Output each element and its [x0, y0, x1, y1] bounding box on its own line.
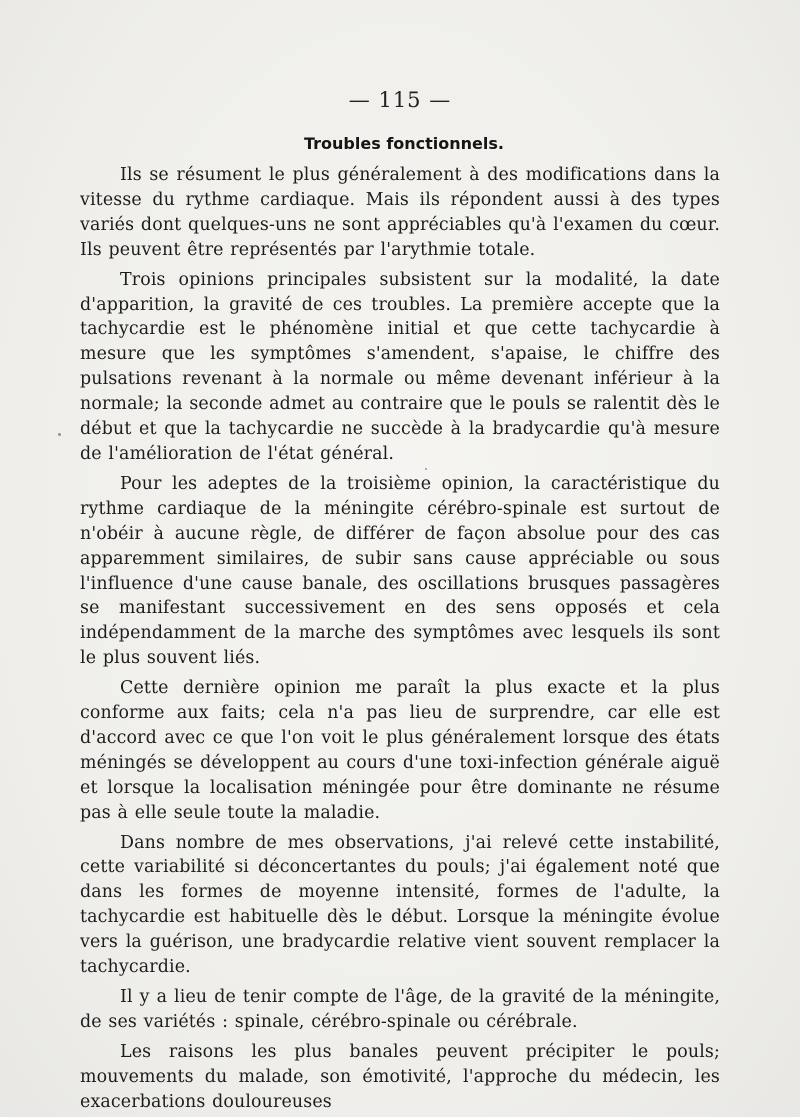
paragraph-2: Trois opinions principales subsistent sur la modalité, la date d'apparition, la gravité de ces troubles. La première accepte que la tachycardie est le phénomène initial et que cette tachycardie à mesure que les symptômes s'amendent, s'apaise, le chiffre des pulsations revenant à la normale ou même devenant inférieur à la normale; la seconde admet au contraire que le pouls se ralentit dès le début et que la tachycardie ne succède à la bradycardie qu'à mesure de l'amélioration de l'état général. — [80, 269, 720, 464]
print-speck — [58, 433, 61, 436]
paragraph-6: Il y a lieu de tenir compte de l'âge, de la gravité de la méningite, de ses variétés : spinale, cérébro-spinale ou cérébrale. — [80, 987, 720, 1032]
page-number: — 115 — — [348, 88, 452, 112]
paragraph-3: Pour les adeptes de la troisième opinion, la caractéristique du rythme cardiaque de la méningite cérébro-spinale est surtout de n'obéir à aucune règle, de différer de façon absolue pour des cas apparemment similaires, de subir sans cause appréciable ou sous l'influence d'une cause banale, des oscillations brusques passagères se manifestant successivement en des sens opposés et cela indépendamment de la marche des symptômes avec lesquels ils sont le plus souvent liés. — [80, 473, 720, 669]
paragraph-4: Cette dernière opinion me paraît la plus exacte et la plus conforme aux faits; cela n'a pas lieu de surprendre, car elle est d'accord avec ce que l'on voit le plus généralement lorsque des états méningés se développent au cours d'une toxi-infection générale aiguë et lorsque la localisation méningée pour être dominante ne résume pas à elle seule toute la maladie. — [80, 678, 720, 823]
body-text — [80, 163, 720, 1115]
print-speck — [425, 468, 427, 470]
section-title: Troubles fonctionnels. — [304, 134, 504, 153]
paragraph-7: Les raisons les plus banales peuvent précipiter le pouls; mouvements du malade, son émotivité, l'approche du médecin, les exacerbations douloureuses — [80, 1041, 720, 1112]
paragraph-1: Ils se résument le plus généralement à des modifications dans la vitesse du rythme cardiaque. Mais ils répondent aussi à des types variés dont quelques-uns ne sont appréciables qu'à l'examen du cœur. Ils peuvent être représentés par l'arythmie totale. — [80, 165, 720, 260]
paragraph-5: Dans nombre de mes observations, j'ai relevé cette instabilité, cette variabilité si déconcertantes du pouls; j'ai également noté que dans les formes de moyenne intensité, formes de l'adulte, la tachycardie est habituelle dès le début. Lorsque la méningite évolue vers la guérison, une bradycardie relative vient souvent remplacer la tachycardie. — [80, 832, 720, 978]
